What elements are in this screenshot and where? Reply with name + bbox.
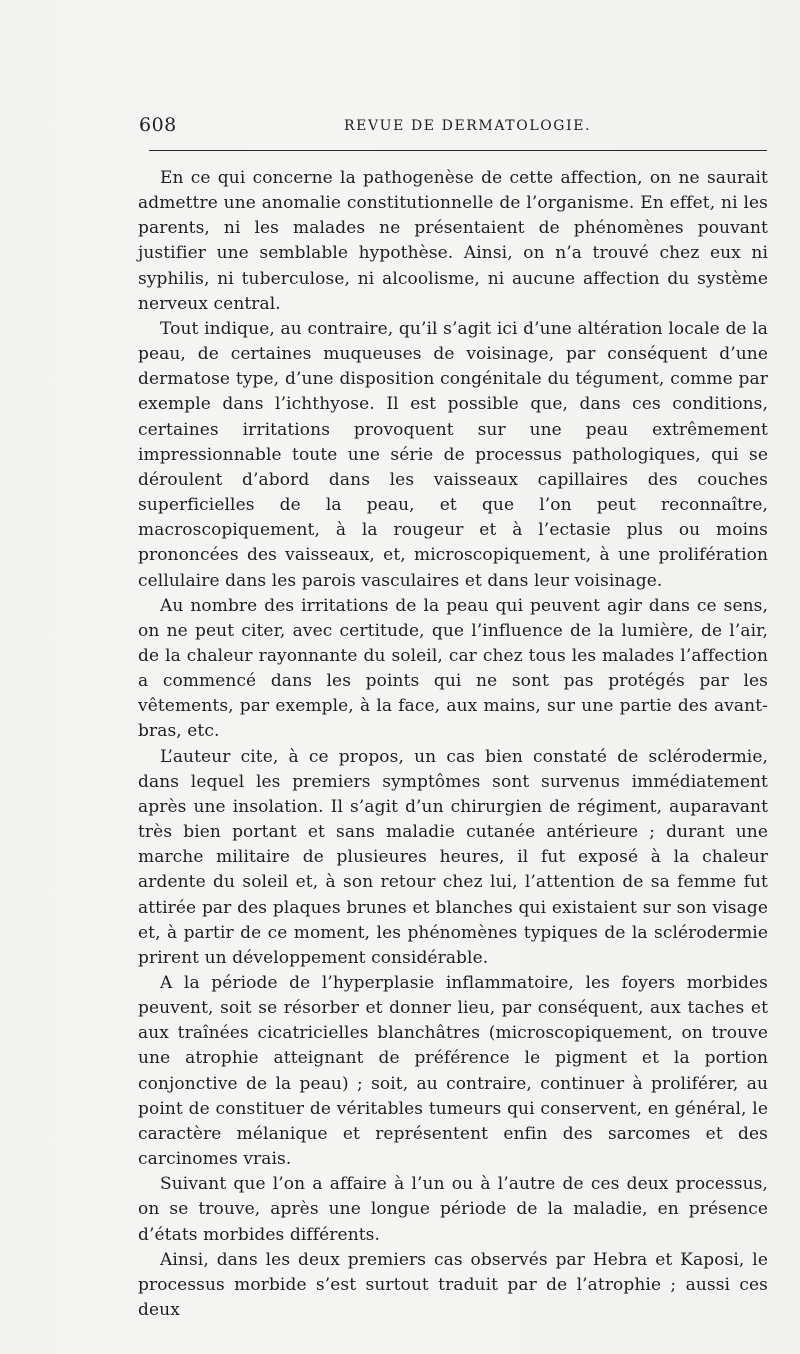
body-text bbox=[138, 166, 768, 1323]
header-rule bbox=[149, 150, 767, 151]
paragraph-processus: Suivant que l’on a affaire à l’un ou à l’autre de ces deux processus, on se trouve, après une longue période de la maladie, en présence d’états morbides différents. bbox=[138, 1174, 768, 1245]
paragraph-hebra-kaposi: Ainsi, dans les deux premiers cas observés par Hebra et Kaposi, le processus morbide s’est surtout traduit par de l’atrophie ; aussi ces deux bbox=[138, 1249, 768, 1321]
paragraph-alteration-locale: Tout indique, au contraire, qu’il s’agit ici d’une altération locale de la peau, de certaines muqueuses de voisinage, par conséquent d’une dermatose type, d’une disposition congénitale du tégument, comme par exemple dans l’ichthyose. Il est possible que, dans ces conditions, certaines irritations provoquent sur une peau extrêmement impressionnable toute une série de processus pathologiques, qui se déroulent d’abord dans les vaisseaux capillaires des couches superficielles de la peau, et que l’on peut reconnaître, macroscopiquement, à la rougeur et à l’ectasie plus ou moins prononcées des vaisseaux, et, microscopiquement, à une prolifération cellulaire dans les parois vasculaires et dans leur voisinage. bbox=[138, 318, 768, 591]
paragraph-pathogenese: En ce qui concerne la pathogenèse de cette affection, on ne saurait admettre une anomalie constitutionnelle de l’organisme. En effet, ni les parents, ni les malades ne présentaient de phénomènes pouvant justifier une semblable hypothèse. Ainsi, on n’a trouvé chez eux ni syphilis, ni tuberculose, ni alcoolisme, ni aucune affection du système nerveux central. bbox=[138, 168, 768, 314]
paragraph-cas-sclerodermie: L’auteur cite, à ce propos, un cas bien constaté de sclérodermie, dans lequel les premiers symptômes sont survenus immédiatement après une insolation. Il s’agit d’un chirurgien de régiment, auparavant très bien portant et sans maladie cutanée antérieure ; durant une marche militaire de plusieures heures, il fut exposé à la chaleur ardente du soleil et, à son retour chez lui, l’attention de sa femme fut attirée par des plaques brunes et blanches qui existaient sur son visage et, à partir de ce moment, les phénomènes typiques de la sclérodermie prirent un développement considérable. bbox=[138, 746, 768, 968]
running-title: REVUE DE DERMATOLOGIE. bbox=[344, 118, 592, 134]
paragraph-irritations: Au nombre des irritations de la peau qui peuvent agir dans ce sens, on ne peut citer, avec certitude, que l’influence de la lumière, de l’air, de la chaleur rayonnante du soleil, car chez tous les malades l’affection a commencé dans les points qui ne sont pas protégés par les vêtements, par exemple, à la face, aux mains, sur une partie des avant-bras, etc. bbox=[138, 595, 768, 742]
paragraph-hyperplasie: A la période de l’hyperplasie inflammatoire, les foyers morbides peuvent, soit se résorber et donner lieu, par conséquent, aux taches et aux traînées cicatricielles blanchâtres (microscopiquement, on trouve une atrophie atteignant de préférence le pigment et la portion conjonctive de la peau) ; soit, au contraire, continuer à proliférer, au point de constituer de véritables tumeurs qui conservent, en général, le caractère mélanique et représentent enfin des sarcomes et des carcinomes vrais. bbox=[138, 973, 768, 1170]
page-number: 608 bbox=[139, 114, 177, 136]
